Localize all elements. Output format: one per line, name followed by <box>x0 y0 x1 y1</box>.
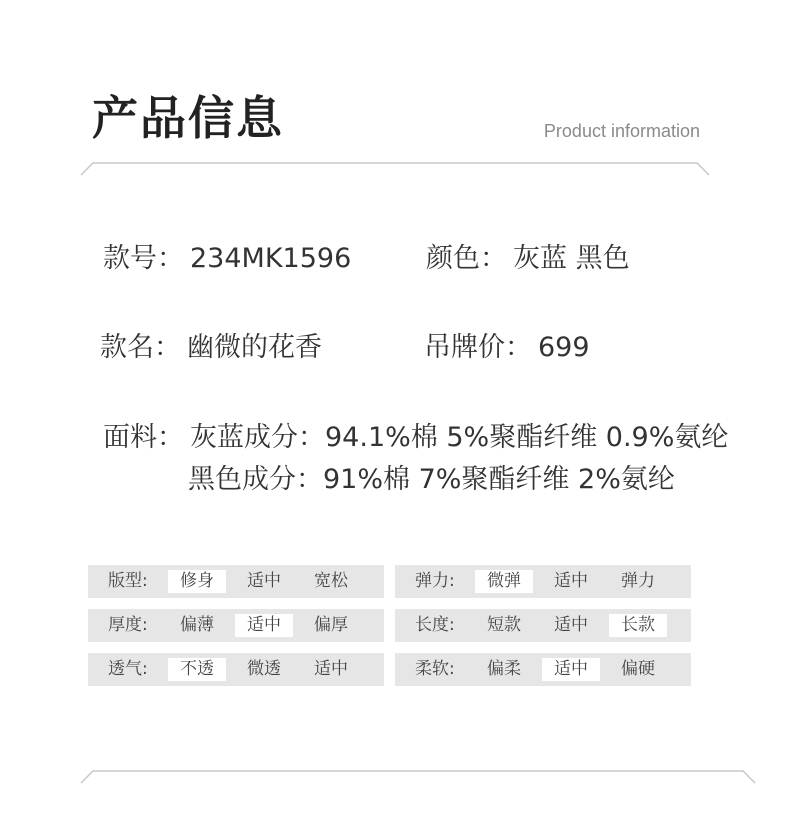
attribute-option: 不透 <box>168 658 226 681</box>
color-label: 颜色： <box>426 243 507 274</box>
attribute-option: 宽松 <box>314 571 348 591</box>
attribute-label: 版型: <box>108 571 148 591</box>
attribute-option: 适中 <box>554 571 588 591</box>
attribute-option: 修身 <box>168 570 226 593</box>
attribute-label: 厚度: <box>108 615 148 635</box>
style-number-value: 234MK1596 <box>190 243 352 274</box>
attribute-length <box>395 609 691 642</box>
attribute-option: 偏厚 <box>314 615 348 635</box>
attribute-option: 短款 <box>487 615 521 635</box>
tag-price-value: 699 <box>538 332 590 363</box>
fabric-line-1: 灰蓝成分：94.1%棉 5%聚酯纤维 0.9%氨纶 <box>190 422 729 453</box>
style-name-value: 幽微的花香 <box>187 332 322 363</box>
attribute-label: 柔软: <box>415 659 455 679</box>
top-divider <box>80 162 710 176</box>
color-value: 灰蓝 黑色 <box>513 243 630 274</box>
attribute-option: 偏薄 <box>180 615 214 635</box>
fabric-row <box>103 420 728 456</box>
attribute-option: 适中 <box>542 658 600 681</box>
page-subtitle: Product information <box>543 121 700 141</box>
attribute-option: 适中 <box>235 614 293 637</box>
attribute-option: 长款 <box>609 614 667 637</box>
bottom-divider <box>80 770 756 784</box>
style-name-label: 款名： <box>100 332 181 363</box>
attribute-thickness <box>88 609 384 642</box>
attribute-fit <box>88 565 384 598</box>
attribute-option: 偏柔 <box>487 659 521 679</box>
attribute-option: 微弹 <box>475 570 533 593</box>
color-row <box>426 241 630 277</box>
fabric-line-2: 黑色成分：91%棉 7%聚酯纤维 2%氨纶 <box>188 464 675 495</box>
page-title: 产品信息 <box>92 91 284 145</box>
attribute-option: 适中 <box>314 659 348 679</box>
attribute-option: 适中 <box>554 615 588 635</box>
tag-price-row <box>424 330 590 366</box>
attribute-elasticity <box>395 565 691 598</box>
style-name-row <box>100 330 322 366</box>
attribute-label: 弹力: <box>415 571 455 591</box>
attribute-option: 微透 <box>247 659 281 679</box>
attribute-label: 透气: <box>108 659 148 679</box>
attribute-option: 偏硬 <box>621 659 655 679</box>
fabric-label: 面料： <box>103 422 184 453</box>
tag-price-label: 吊牌价： <box>424 332 532 363</box>
fabric-row-2 <box>188 462 675 498</box>
attribute-option: 适中 <box>247 571 281 591</box>
style-number-label: 款号： <box>103 243 184 274</box>
style-number-row <box>103 241 351 277</box>
attribute-label: 长度: <box>415 615 455 635</box>
attribute-breathability <box>88 653 384 686</box>
attribute-softness <box>395 653 691 686</box>
attribute-option: 弹力 <box>621 571 655 591</box>
